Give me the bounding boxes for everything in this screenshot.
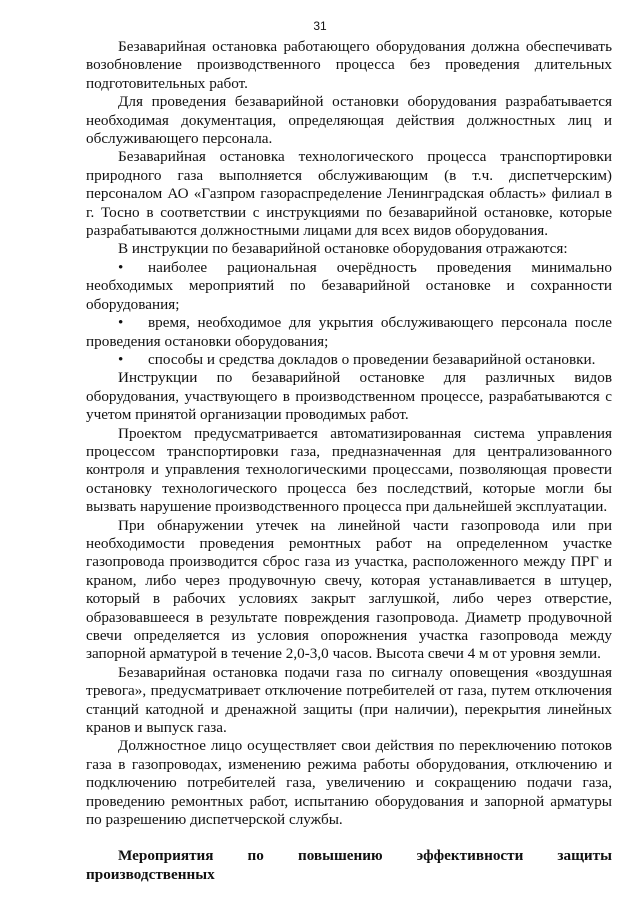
paragraph: Проектом предусматривается автоматизированная система управления процессом транспортировки газа, предназначенная для централизованного контроля и управления технологическими процессами, позволяющая провести остановку технологического процесса без последствий, которые могли бы вызвать нарушение производственного процесса при дальнейшей эксплуатации. bbox=[86, 424, 612, 516]
paragraph: В инструкции по безаварийной остановке оборудования отражаются: bbox=[118, 240, 568, 258]
paragraph: Инструкции по безаварийной остановке для различных видов оборудования, участвующего в производственном процессе, разрабатываются с учетом принятой организации проводимых работ. bbox=[86, 369, 612, 424]
bullet-item bbox=[86, 314, 612, 351]
bullet-text: наиболее рациональная очерёдность проведения минимально необходимых мероприятий по безаварийной остановке и сохранности оборудования; bbox=[86, 258, 612, 313]
bullet-item bbox=[86, 259, 612, 314]
paragraph: Безаварийная остановка подачи газа по сигналу оповещения «воздушная тревога», предусматривает отключение потребителей от газа, путем отключения станций катодной и дренажной защиты (при наличии), перекрытия линейных кранов и выпуск газа. bbox=[86, 663, 612, 737]
paragraph: Должностное лицо осуществляет свои действия по переключению потоков газа в газопроводах, изменению режима работы оборудования, отключению и подключению потребителей газа, увеличению и сокращению подачи газа, проведению ремонтных работ, испытанию оборудования и запорной арматуры по разрешению диспетчерской службы. bbox=[86, 737, 612, 829]
bullet-text: способы и средства докладов о проведении безаварийной остановки. bbox=[148, 350, 596, 368]
section-heading: Мероприятия по повышению эффективности защиты производственных bbox=[86, 847, 612, 883]
paragraph: Безаварийная остановка технологического процесса транспортировки природного газа выполняется обслуживающим (в т.ч. диспетчерским) персоналом АО «Газпром газораспределение Ленинградская область» филиал в г. Тосно в соответствии с инструкциями по безаварийной остановке, которые разрабатываются должностными лицами для всех видов оборудования. bbox=[86, 148, 612, 240]
bullet-icon: • bbox=[118, 258, 124, 276]
paragraph: При обнаружении утечек на линейной части газопровода или при необходимости проведения ремонтных работ на определенном участке газопровода производится сброс газа из участка, расположенного между ПРГ и краном, либо через продувочную свечу, которая устанавливается в штуцер, который в рабочих условиях закрыт заглушкой, либо через отверстие, образовавшееся в результате повреждения газопровода. Диаметр продувочной свечи определяется из условия опорожнения участка газопровода между запорной арматурой в течение 2,0-3,0 часов. Высота свечи 4 м от уровня земли. bbox=[86, 516, 612, 663]
bullet-icon: • bbox=[118, 314, 124, 332]
document-body bbox=[86, 38, 612, 884]
paragraph: Для проведения безаварийной остановки оборудования разрабатывается необходимая документация, определяющая действия должностных лиц и обслуживающего персонала. bbox=[86, 93, 612, 148]
bullet-text: время, необходимое для укрытия обслуживающего персонала после проведения остановки оборудования; bbox=[86, 314, 612, 350]
bullet-item bbox=[86, 351, 612, 369]
page-number: 31 bbox=[313, 19, 327, 33]
paragraph: Безаварийная остановка работающего оборудования должна обеспечивать возобновление производственного процесса без проведения длительных подготовительных работ. bbox=[86, 38, 612, 92]
bullet-icon: • bbox=[118, 350, 124, 368]
